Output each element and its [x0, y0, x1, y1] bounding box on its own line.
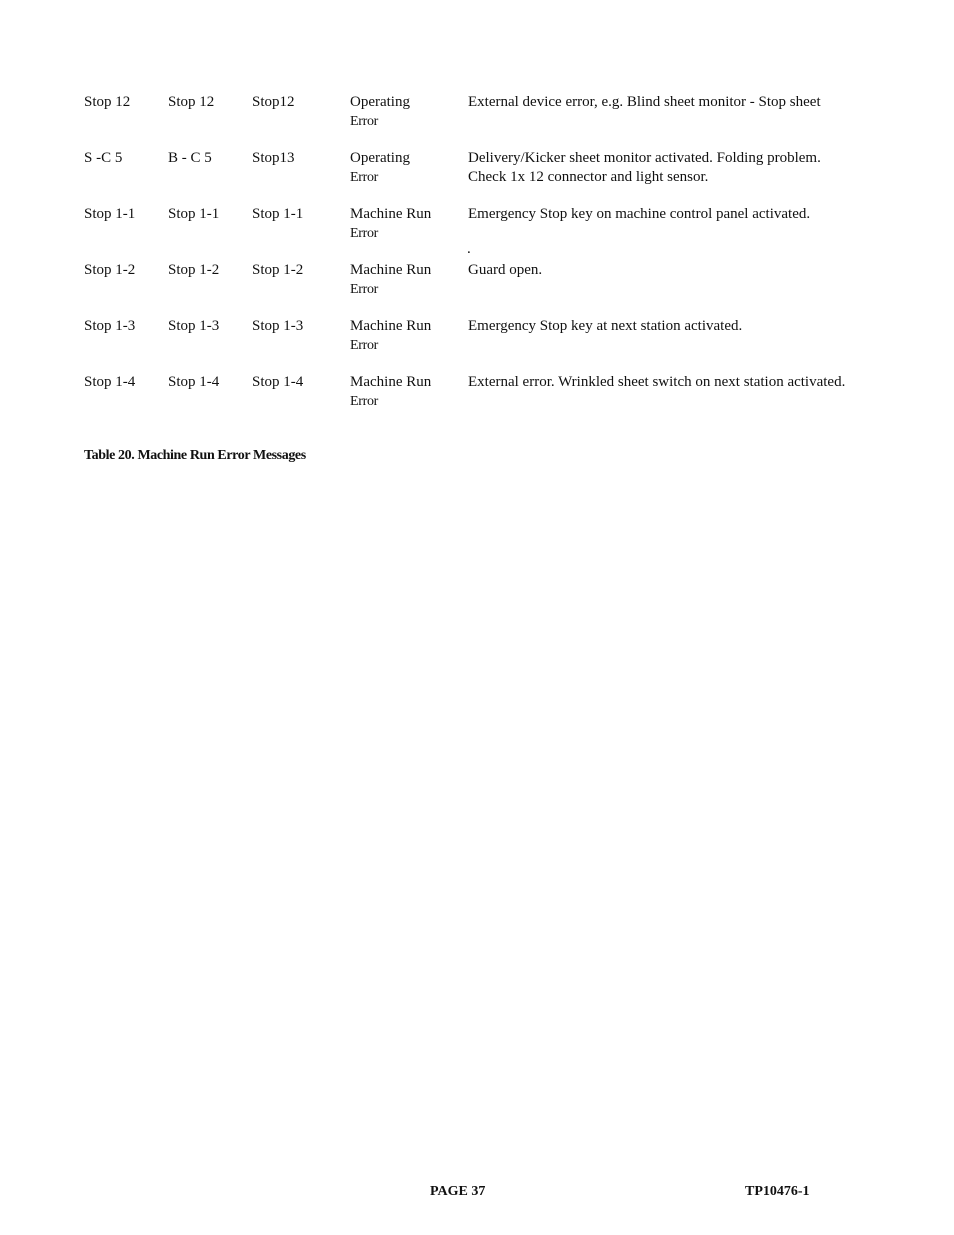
error-type-line1: Operating — [350, 94, 410, 110]
error-description — [468, 93, 888, 112]
description-line1: Delivery/Kicker sheet monitor activated. Folding problem. — [468, 150, 821, 166]
table-row — [84, 261, 884, 305]
description-line1: Emergency Stop key on machine control panel activated. — [468, 206, 811, 222]
display-code-2: B - C 5 — [168, 150, 212, 166]
display-code-1: Stop 1-3 — [84, 318, 136, 334]
error-type — [350, 373, 450, 411]
document-number: TP10476-1 — [745, 1184, 810, 1199]
table-row — [84, 93, 884, 137]
error-description — [468, 149, 888, 187]
error-type-line2: Error — [350, 282, 379, 297]
display-code-1: Stop 1-4 — [84, 374, 136, 390]
display-code-1: Stop 1-1 — [84, 206, 136, 222]
display-code-2: Stop 1-4 — [168, 374, 220, 390]
display-code-2: Stop 1-3 — [168, 318, 220, 334]
error-type — [350, 149, 450, 187]
description-line1: Guard open. — [468, 262, 543, 278]
display-code-3: Stop 1-2 — [252, 262, 304, 278]
error-description — [468, 205, 888, 224]
error-description — [468, 261, 888, 280]
display-code-2: Stop 1-1 — [168, 206, 220, 222]
error-type — [350, 93, 450, 131]
table-row — [84, 317, 884, 361]
error-type-line1: Machine Run — [350, 262, 432, 278]
error-type-line2: Error — [350, 394, 379, 409]
error-type-line2: Error — [350, 114, 379, 129]
display-code-1: Stop 1-2 — [84, 262, 136, 278]
error-type — [350, 261, 450, 299]
error-type-line1: Machine Run — [350, 206, 432, 222]
description-line2: Check 1x 12 connector and light sensor. — [468, 169, 709, 185]
display-code-3: Stop 1-3 — [252, 318, 304, 334]
description-line1: External device error, e.g. Blind sheet monitor - Stop sheet — [468, 94, 821, 110]
description-line1: External error. Wrinkled sheet switch on next station activated. — [468, 374, 846, 390]
error-type-line1: Machine Run — [350, 374, 432, 390]
display-code-3: Stop 1-4 — [252, 374, 304, 390]
display-code-2: Stop 1-2 — [168, 262, 220, 278]
stray-period-mark: . — [467, 241, 471, 257]
error-description — [468, 373, 888, 392]
display-code-3: Stop13 — [252, 150, 295, 166]
error-type — [350, 205, 450, 243]
error-type — [350, 317, 450, 355]
table-caption: Table 20. Machine Run Error Messages — [84, 448, 306, 463]
table-row — [84, 149, 884, 193]
display-code-1: Stop 12 — [84, 94, 131, 110]
display-code-3: Stop 1-1 — [252, 206, 304, 222]
error-type-line2: Error — [350, 338, 379, 353]
error-type-line2: Error — [350, 226, 379, 241]
display-code-1: S -C 5 — [84, 150, 123, 166]
description-line1: Emergency Stop key at next station activated. — [468, 318, 743, 334]
display-code-3: Stop12 — [252, 94, 295, 110]
error-type-line2: Error — [350, 170, 379, 185]
table-row — [84, 205, 884, 249]
error-type-line1: Operating — [350, 150, 410, 166]
table-row — [84, 373, 884, 417]
page-number: PAGE 37 — [430, 1184, 486, 1199]
error-type-line1: Machine Run — [350, 318, 432, 334]
error-description — [468, 317, 888, 336]
display-code-2: Stop 12 — [168, 94, 215, 110]
